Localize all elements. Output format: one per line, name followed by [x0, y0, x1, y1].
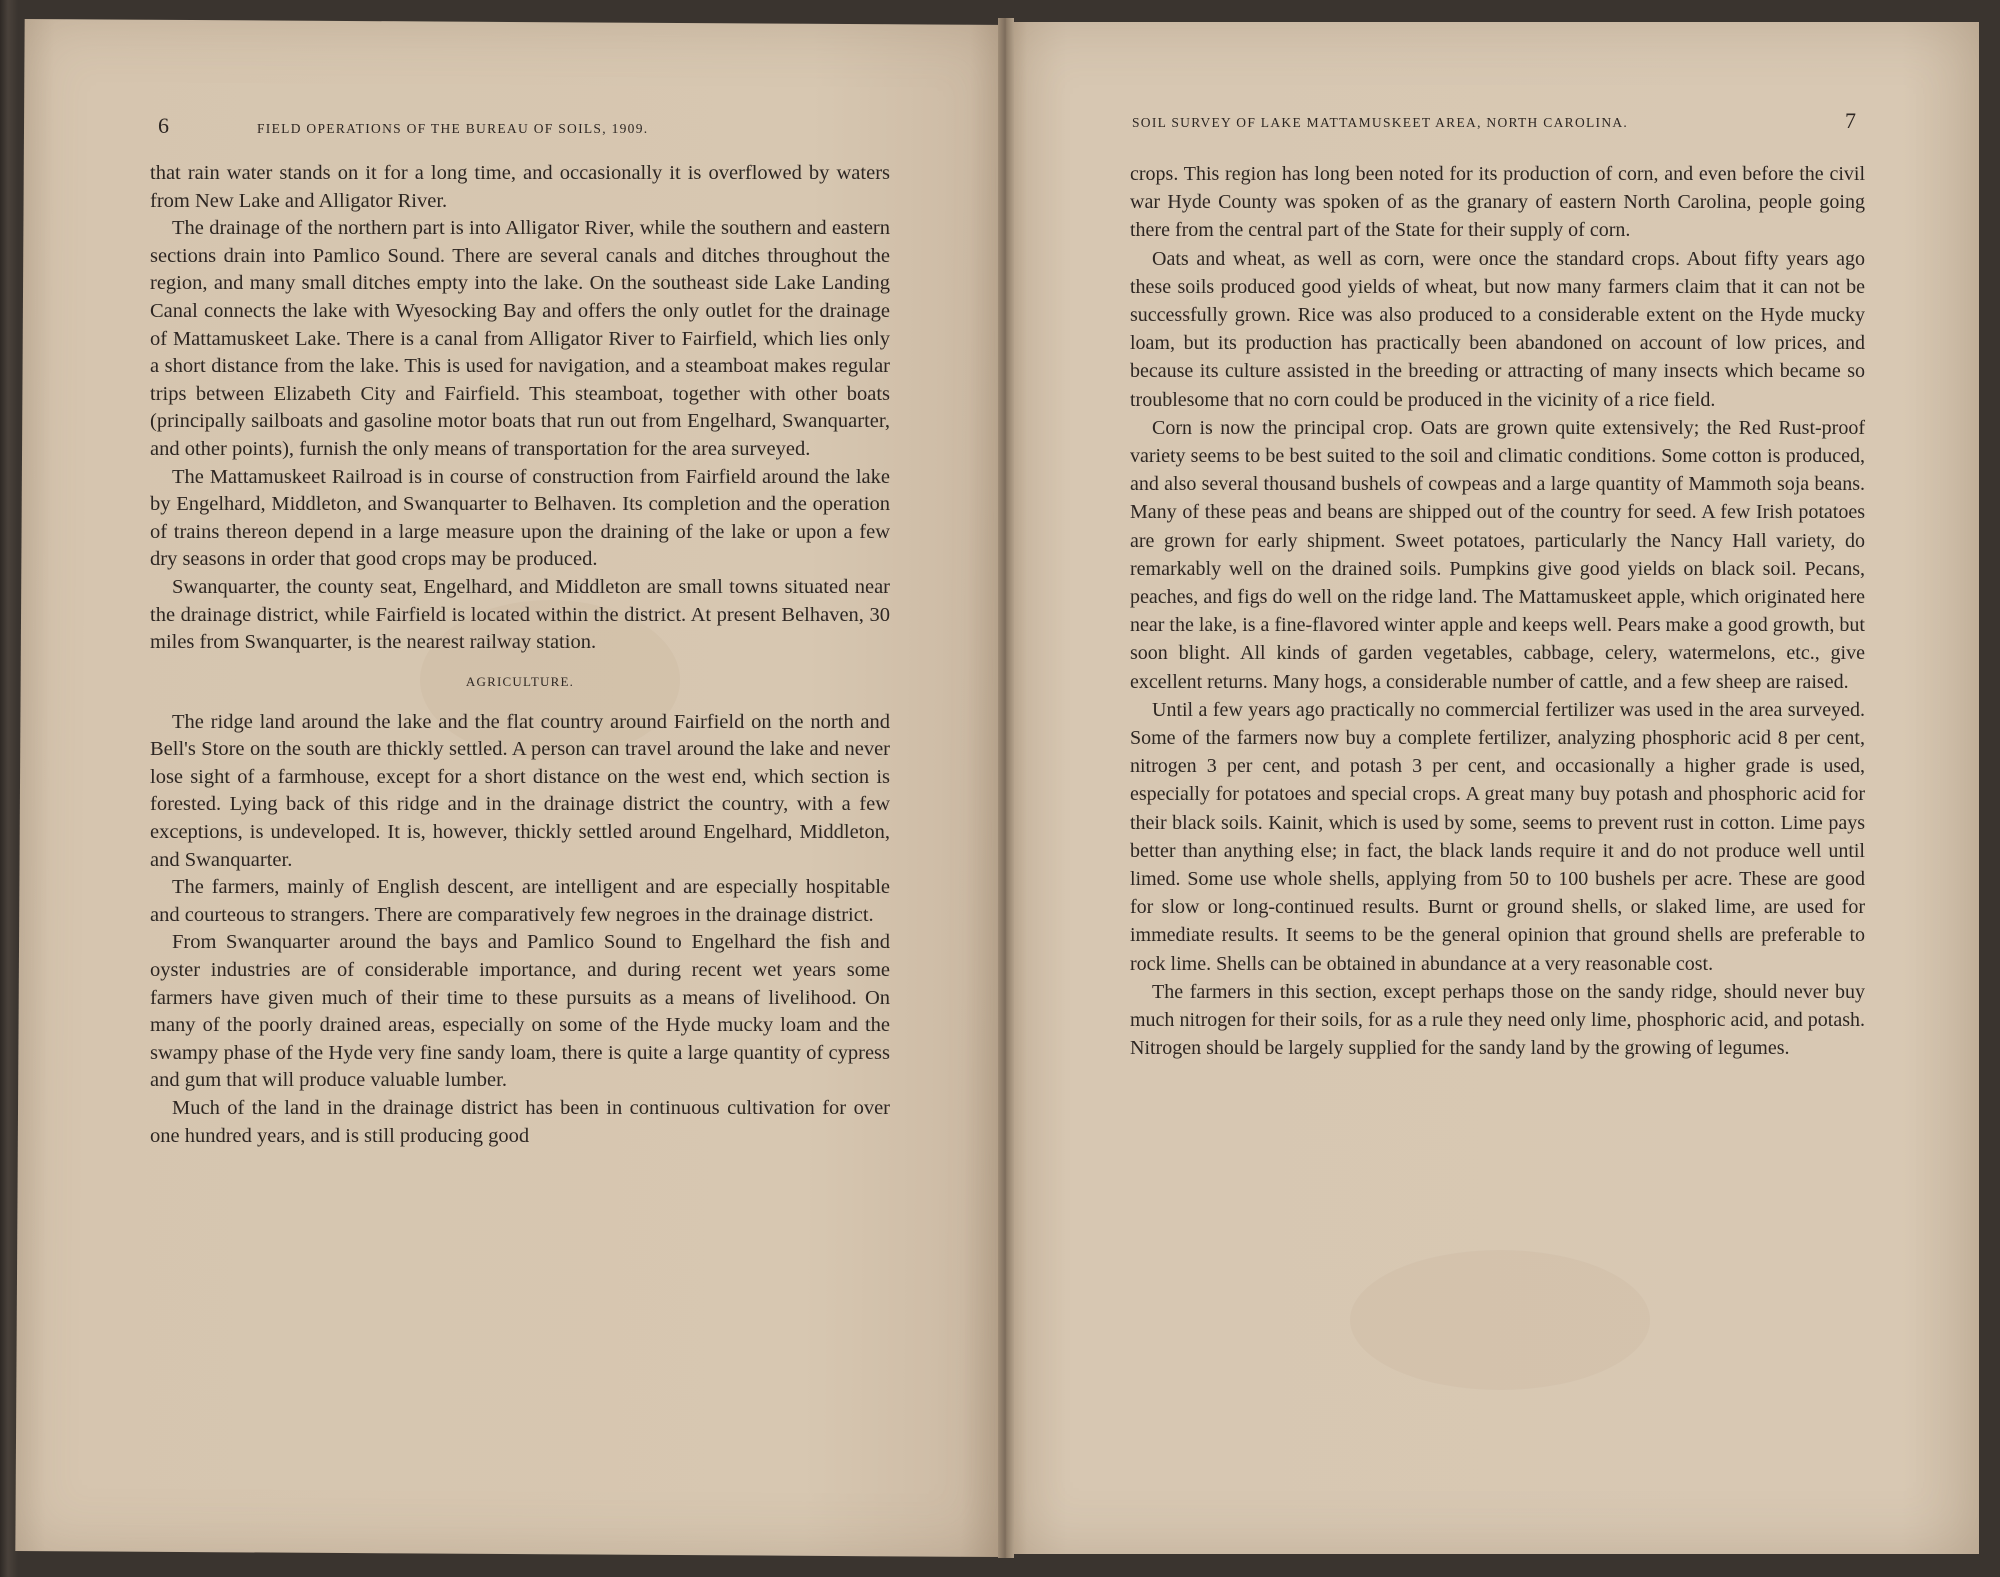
paragraph: From Swanquarter around the bays and Pamlico Sound to Engelhard the fish and oyster industries are of considerable importance, and during recent wet years some farmers have given much of their time to these pursuits as a means of livelihood. On many of the poorly drained areas, especially on some of the Hyde mucky loam and the swampy phase of the Hyde very fine sandy loam, there is quite a large quantity of cypress and gum that will produce valuable lumber.: [150, 931, 890, 1092]
paragraph: Swanquarter, the county seat, Engelhard, and Middleton are small towns situated near the drainage district, while Fairfield is located within the district. At present Belhaven, 30 miles from Swanquarter, is the nearest railway station.: [150, 575, 890, 654]
paragraph: Much of the land in the drainage district has been in continuous cultivation for over one hundred years, and is still producing good: [150, 1097, 890, 1147]
section-heading: AGRICULTURE.: [465, 673, 575, 689]
left-page-body: [150, 160, 890, 1150]
running-head-left: FIELD OPERATIONS OF THE BUREAU OF SOILS, 1909.: [257, 121, 649, 136]
book-gutter: [998, 18, 1014, 1558]
page-number-left: 6: [158, 113, 169, 138]
paragraph: that rain water stands on it for a long time, and occasionally it is overflowed by waters from New Lake and Alligator River.: [150, 162, 890, 212]
paragraph: Until a few years ago practically no commercial fertilizer was used in the area surveyed. Some of the farmers now buy a complete fertilizer, analyzing phosphoric acid 8 per cent, nitrogen 3 per cent, and potash 3 per cent, and occasionally a higher grade is used, especially for potatoes and special crops. A great many buy potash and phosphoric acid for their black soils. Kainit, which is used by some, seems to prevent rust in cotton. Lime pays better than anything else; in fact, the black lands require it and do not produce well until limed. Some use whole shells, applying from 50 to 100 bushels per acre. These are good for slow or long-continued results. Burnt or ground shells, or slaked lime, are used for immediate results. It seems to be the general opinion that ground shells are preferable to rock lime. Shells can be obtained in abundance at a very reasonable cost.: [1130, 698, 1865, 975]
paragraph: Corn is now the principal crop. Oats are grown quite extensively; the Red Rust-proof variety seems to be best suited to the soil and climatic conditions. Some cotton is produced, and also several thousand bushels of cowpeas and a large quantity of Mammoth soja beans. Many of these peas and beans are shipped out of the country for seed. A few Irish potatoes are grown for early shipment. Sweet potatoes, particularly the Nancy Hall variety, do remarkably well on the drained soils. Pumpkins give good yields on black soil. Pecans, peaches, and figs do well on the ridge land. The Mattamuskeet apple, which originated here near the lake, is a fine-flavored winter apple and keeps well. Pears make a good growth, but soon blight. All kinds of garden vegetables, cabbage, celery, watermelons, etc., give excellent returns. Many hogs, a considerable number of cattle, and a few sheep are raised.: [1130, 416, 1865, 693]
paragraph: The farmers in this section, except perhaps those on the sandy ridge, should never buy much nitrogen for their soils, for as a rule they need only lime, phosphoric acid, and potash. Nitrogen should be largely supplied for the sandy land by the growing of legumes.: [1130, 980, 1865, 1060]
paragraph: The ridge land around the lake and the flat country around Fairfield on the north and Bell's Store on the south are thickly settled. A person can travel around the lake and never lose sight of a farmhouse, except for a short distance on the west end, which section is forested. Lying back of this ridge and in the drainage district the country, with a few exceptions, is undeveloped. It is, however, thickly settled around Engelhard, Middleton, and Swanquarter.: [150, 710, 890, 871]
paragraph: crops. This region has long been noted for its production of corn, and even before the civil war Hyde County was spoken of as the granary of eastern North Carolina, people going there from the central part of the State for their supply of corn.: [1130, 163, 1865, 242]
right-page-body: [1130, 160, 1865, 1063]
paper-stain: [1350, 1250, 1650, 1390]
paragraph: The farmers, mainly of English descent, are intelligent and are especially hospitable and courteous to strangers. There are comparatively few negroes in the drainage district.: [150, 876, 890, 926]
paragraph: The Mattamuskeet Railroad is in course of construction from Fairfield around the lake by Engelhard, Middleton, and Swanquarter to Belhaven. Its completion and the operation of trains thereon depend in a large measure upon the draining of the lake or upon a few dry seasons in order that good crops may be produced.: [150, 465, 890, 571]
running-head-right: SOIL SURVEY OF LAKE MATTAMUSKEET AREA, NORTH CAROLINA.: [1132, 115, 1629, 130]
page-number-right: 7: [1845, 108, 1856, 133]
paragraph: The drainage of the northern part is into Alligator River, while the southern and eastern sections drain into Pamlico Sound. There are several canals and ditches throughout the region, and many small ditches empty into the lake. On the southeast side Lake Landing Canal connects the lake with Wyesocking Bay and offers the only outlet for the drainage of Mattamuskeet Lake. There is a canal from Alligator River to Fairfield, which lies only a short distance from the lake. This is used for navigation, and a steamboat makes regular trips between Elizabeth City and Fairfield. This steamboat, together with other boats (principally sailboats and gasoline motor boats that run out from Engelhard, Swanquarter, and other points), furnish the only means of transportation for the area surveyed.: [150, 217, 890, 460]
paragraph: Oats and wheat, as well as corn, were once the standard crops. About fifty years ago these soils produced good yields of wheat, but now many farmers claim that it can not be successfully grown. Rice was also produced to a considerable extent on the Hyde mucky loam, but its production has practically been abandoned on account of low prices, and because its culture assisted in the breeding or attracting of many insects which became so troublesome that no corn could be produced in the vicinity of a rice field.: [1130, 247, 1865, 411]
